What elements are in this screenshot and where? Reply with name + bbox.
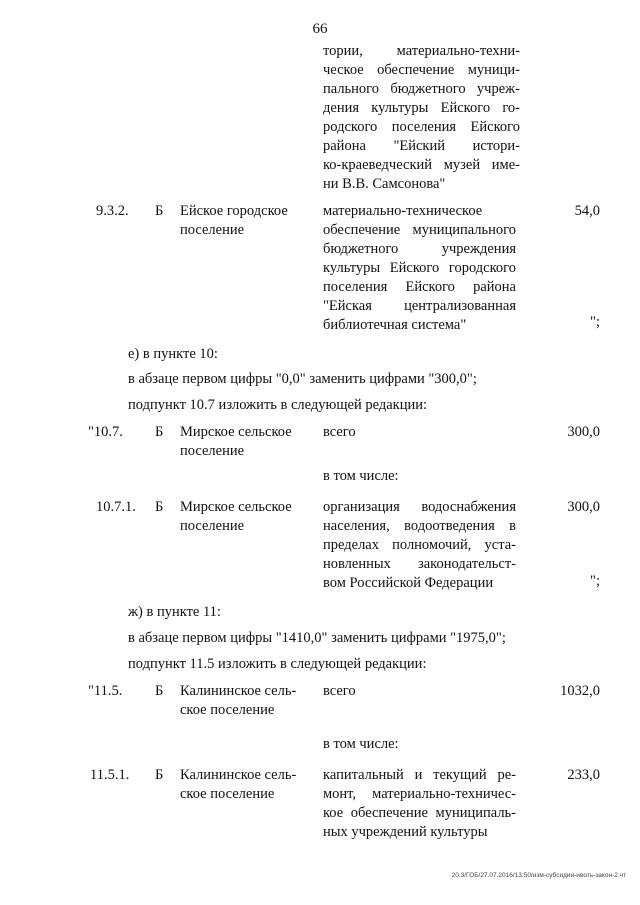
text-line: кое обеспечение муниципаль-: [323, 805, 516, 821]
document-footer: 20.3/ГОБ/27.07.2016/13:50/изм-субсидии-ивоть-закон-2.чт: [451, 872, 626, 879]
text-line: бюджетного учреждения: [323, 241, 516, 257]
text-line: ское поселение: [180, 702, 275, 718]
row-description: [323, 766, 516, 842]
text-line: организация водоснабжения: [323, 499, 516, 515]
row-description: [323, 202, 516, 335]
row-number: "10.7.: [88, 424, 123, 440]
amendment-heading: е) в пункте 10:: [128, 346, 218, 362]
text-line: ское поселение: [180, 786, 275, 802]
text-line: поселение: [180, 443, 245, 459]
text-line: тории, материально-техни-: [323, 43, 520, 59]
row-code: Б: [155, 424, 164, 440]
text-line: Калининское сель-: [180, 683, 297, 699]
amendment-text: в абзаце первом цифры "1410,0" заменить цифрами "1975,0";: [128, 630, 506, 646]
municipality-name: [180, 498, 310, 536]
closing-quote: ";: [590, 314, 600, 330]
row-amount: 233,0: [567, 767, 600, 783]
row-number: 10.7.1.: [96, 499, 136, 515]
text-line: родского поселения Ейского: [323, 119, 520, 135]
text-line: поселения Ейского района: [323, 279, 516, 295]
row-description: всего: [323, 424, 356, 440]
text-line: библиотечная система": [323, 317, 467, 333]
amendment-text: подпункт 11.5 изложить в следующей редакции:: [128, 656, 427, 672]
row-number: 11.5.1.: [90, 767, 130, 783]
amendment-text: подпункт 10.7 изложить в следующей редакции:: [128, 397, 428, 413]
text-line: Мирское сельское: [180, 424, 292, 440]
text-line: Ейское городское: [180, 203, 288, 219]
row-amount: 300,0: [567, 499, 600, 515]
row-code: Б: [155, 499, 164, 515]
text-line: ко-краеведческий музей име-: [323, 157, 520, 173]
closing-quote: ";: [590, 573, 600, 589]
municipality-name: [180, 766, 310, 804]
text-line: района "Ейский истори-: [323, 138, 520, 154]
row-number: "11.5.: [88, 683, 123, 699]
municipality-name: [180, 423, 310, 461]
page-number: 66: [312, 21, 328, 37]
text-line: пределах полномочий, уста-: [323, 537, 516, 553]
municipality-name: [180, 202, 310, 240]
text-line: монт, материально-техничес-: [323, 786, 516, 802]
row-amount: 300,0: [567, 424, 600, 440]
text-line: Калининское сель-: [180, 767, 297, 783]
row-number: 9.3.2.: [96, 203, 129, 219]
text-line: культуры Ейского городского: [323, 260, 516, 276]
text-line: Мирское сельское: [180, 499, 292, 515]
text-line: населения, водоотведения в: [323, 518, 516, 534]
including-label: в том числе:: [323, 468, 399, 484]
row-code: Б: [155, 767, 164, 783]
text-line: пального бюджетного учреж-: [323, 81, 520, 97]
text-line: ни В.В. Самсонова": [323, 176, 446, 192]
text-line: вом Российской Федерации: [323, 575, 494, 591]
including-label: в том числе:: [323, 736, 399, 752]
amendment-heading: ж) в пункте 11:: [128, 604, 221, 620]
text-line: поселение: [180, 222, 245, 238]
row-amount: 1032,0: [560, 683, 600, 699]
row-description: всего: [323, 683, 356, 699]
text-line: "Ейская централизованная: [323, 298, 516, 314]
row-code: Б: [155, 683, 164, 699]
carry-over-description: [323, 42, 520, 194]
text-line: дения культуры Ейского го-: [323, 100, 520, 116]
municipality-name: [180, 682, 310, 720]
text-line: обеспечение муниципального: [323, 222, 516, 238]
text-line: капитальный и текущий ре-: [323, 767, 516, 783]
text-line: новленных законодательст-: [323, 556, 516, 572]
amendment-text: в абзаце первом цифры "0,0" заменить цифрами "300,0";: [128, 371, 477, 387]
row-code: Б: [155, 203, 164, 219]
text-line: материально-техническое: [323, 203, 483, 219]
row-amount: 54,0: [574, 203, 600, 219]
text-line: поселение: [180, 518, 245, 534]
row-description: [323, 498, 516, 593]
text-line: ческое обеспечение муници-: [323, 62, 520, 78]
text-line: ных учреждений культуры: [323, 824, 488, 840]
